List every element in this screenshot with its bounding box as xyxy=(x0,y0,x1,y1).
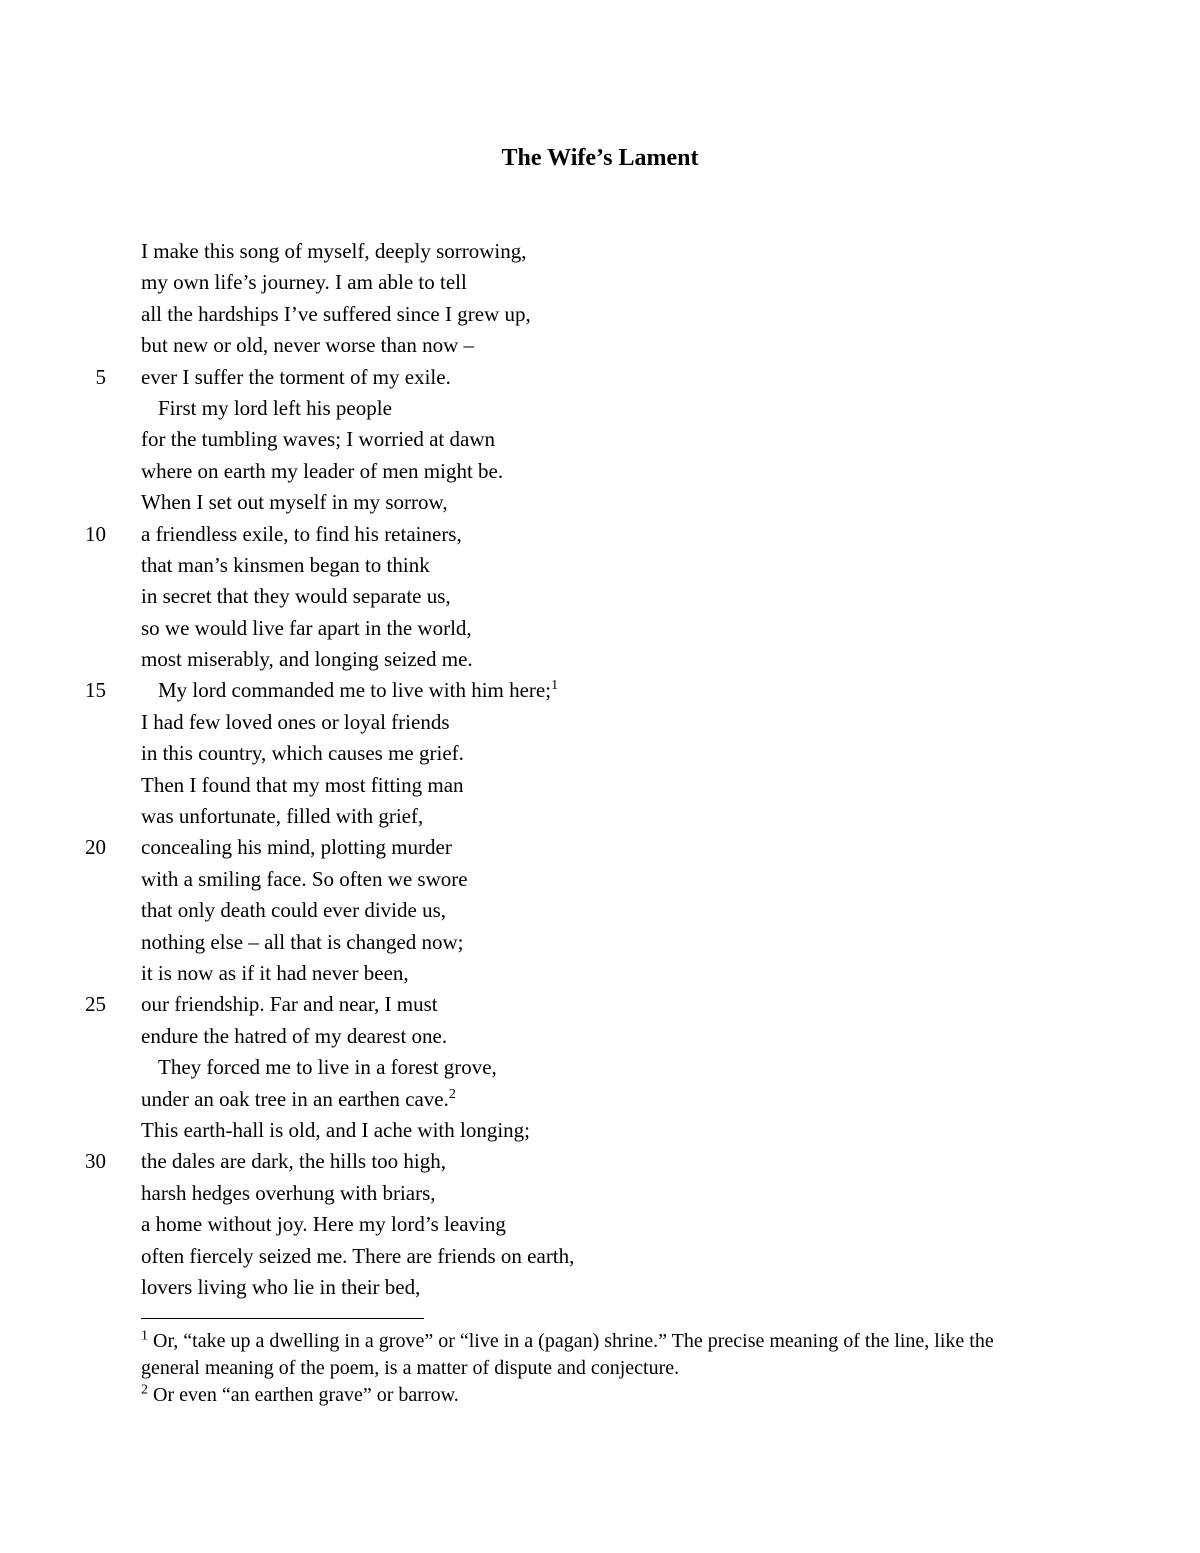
poem-line xyxy=(0,1115,1200,1146)
poem-line xyxy=(0,362,1200,393)
footnote-marker: 2 xyxy=(141,1382,148,1398)
poem-line xyxy=(0,299,1200,330)
line-text-content: Then I found that my most fitting man xyxy=(141,772,464,797)
line-text xyxy=(141,707,450,738)
line-text-content: my own life’s journey. I am able to tell xyxy=(141,270,467,295)
line-text xyxy=(141,267,467,298)
line-text-content: was unfortunate, filled with grief, xyxy=(141,804,424,829)
poem-line xyxy=(0,1272,1200,1303)
footnote xyxy=(141,1328,1041,1382)
line-text-content: the dales are dark, the hills too high, xyxy=(141,1149,447,1174)
line-text-content: most miserably, and longing seized me. xyxy=(141,647,473,672)
poem-line xyxy=(0,832,1200,863)
line-text-content: harsh hedges overhung with briars, xyxy=(141,1180,436,1205)
line-text xyxy=(141,770,464,801)
line-text xyxy=(141,927,464,958)
line-text xyxy=(141,424,495,455)
poem-line xyxy=(0,1178,1200,1209)
footnote-marker: 1 xyxy=(141,1328,148,1344)
line-text-content: our friendship. Far and near, I must xyxy=(141,992,438,1017)
footnote-paragraph xyxy=(141,1328,1041,1382)
poem-line xyxy=(0,958,1200,989)
line-text xyxy=(141,362,451,393)
poem-line xyxy=(0,1021,1200,1052)
line-text xyxy=(141,487,448,518)
poem-line xyxy=(0,1241,1200,1272)
line-text-content: nothing else – all that is changed now; xyxy=(141,929,464,954)
line-text-content: where on earth my leader of men might be. xyxy=(141,458,504,483)
line-number: 30 xyxy=(85,1149,106,1174)
footnote-text: Or, “take up a dwelling in a grove” or “live in a (pagan) shrine.” The precise meaning of the line, like the general meaning of the poem, is a matter of dispute and conjecture. xyxy=(141,1330,994,1379)
line-text-content: lovers living who lie in their bed, xyxy=(141,1274,421,1299)
poem-line xyxy=(0,644,1200,675)
line-text-content: in this country, which causes me grief. xyxy=(141,741,464,766)
line-text xyxy=(141,864,468,895)
line-number: 5 xyxy=(95,364,106,389)
poem-body xyxy=(0,236,1200,1303)
line-text-content: a home without joy. Here my lord’s leaving xyxy=(141,1212,506,1237)
footnote-reference[interactable]: 1 xyxy=(551,678,559,694)
line-text xyxy=(141,958,409,989)
poem-line xyxy=(0,581,1200,612)
line-text-content: ever I suffer the torment of my exile. xyxy=(141,364,451,389)
poem-line xyxy=(0,393,1200,424)
line-text-content: When I set out myself in my sorrow, xyxy=(141,490,448,515)
poem-line xyxy=(0,989,1200,1020)
line-text-content: I make this song of myself, deeply sorrowing, xyxy=(141,239,527,263)
line-text-content: but new or old, never worse than now – xyxy=(141,333,475,358)
poem-line xyxy=(0,738,1200,769)
line-text-content: under an oak tree in an earthen cave. xyxy=(141,1086,449,1111)
poem-title: The Wife’s Lament xyxy=(501,145,699,171)
line-text xyxy=(141,236,527,267)
line-text xyxy=(141,801,423,832)
line-text xyxy=(141,1209,506,1240)
line-text xyxy=(141,644,473,675)
poem-line xyxy=(0,456,1200,487)
line-text-content: all the hardships I’ve suffered since I grew up, xyxy=(141,301,531,326)
line-text xyxy=(141,1146,446,1177)
line-text xyxy=(141,1241,574,1272)
footnote-separator xyxy=(141,1318,424,1319)
line-text-content: often fiercely seized me. There are friends on earth, xyxy=(141,1243,575,1268)
line-text xyxy=(158,393,392,424)
line-text-content: with a smiling face. So often we swore xyxy=(141,866,468,891)
footnote xyxy=(141,1382,1041,1409)
line-text-content: that only death could ever divide us, xyxy=(141,898,447,923)
line-text xyxy=(141,1115,530,1146)
line-text-content: My lord commanded me to live with him here; xyxy=(158,678,552,703)
poem-line xyxy=(0,519,1200,550)
poem-line xyxy=(0,707,1200,738)
line-text-content: endure the hatred of my dearest one. xyxy=(141,1023,448,1048)
poem-line xyxy=(0,267,1200,298)
line-number: 20 xyxy=(85,835,106,860)
line-text-content: so we would live far apart in the world, xyxy=(141,615,472,640)
line-text xyxy=(141,1272,420,1303)
poem-line xyxy=(0,1209,1200,1240)
line-text xyxy=(141,738,464,769)
line-text xyxy=(141,1084,456,1115)
line-text-content: concealing his mind, plotting murder xyxy=(141,835,452,860)
line-text-content: This earth-hall is old, and I ache with longing; xyxy=(141,1117,530,1142)
poem-line xyxy=(0,424,1200,455)
poem-line xyxy=(0,330,1200,361)
line-text xyxy=(141,299,531,330)
poem-line xyxy=(0,675,1200,706)
footnote-paragraph xyxy=(141,1382,1041,1409)
footnotes xyxy=(141,1328,1041,1409)
line-text xyxy=(141,1178,436,1209)
poem-line xyxy=(0,1052,1200,1083)
line-number: 10 xyxy=(85,521,106,546)
line-text xyxy=(158,675,558,706)
line-text-content: a friendless exile, to find his retainers, xyxy=(141,521,462,546)
line-text-content: First my lord left his people xyxy=(158,395,392,420)
line-text xyxy=(141,550,430,581)
line-text xyxy=(141,581,451,612)
line-text xyxy=(141,1021,447,1052)
poem-line xyxy=(0,770,1200,801)
line-text-content: it is now as if it had never been, xyxy=(141,960,409,985)
poem-line xyxy=(0,1084,1200,1115)
poem-line xyxy=(0,895,1200,926)
poem-line xyxy=(0,864,1200,895)
line-number: 25 xyxy=(85,992,106,1017)
poem-line xyxy=(0,613,1200,644)
line-text xyxy=(158,1052,497,1083)
line-text-content: that man’s kinsmen began to think xyxy=(141,552,430,577)
footnote-reference[interactable]: 2 xyxy=(448,1086,456,1102)
poem-line xyxy=(0,550,1200,581)
line-text xyxy=(141,989,438,1020)
line-text xyxy=(141,456,503,487)
line-text xyxy=(141,832,452,863)
poem-line xyxy=(0,1146,1200,1177)
poem-line xyxy=(0,801,1200,832)
line-text xyxy=(141,330,474,361)
line-text-content: in secret that they would separate us, xyxy=(141,584,451,609)
line-text xyxy=(141,519,462,550)
poem-line xyxy=(0,927,1200,958)
poem-line xyxy=(0,487,1200,518)
line-text xyxy=(141,895,446,926)
line-text-content: They forced me to live in a forest grove, xyxy=(158,1055,497,1080)
line-text-content: I had few loved ones or loyal friends xyxy=(141,709,450,734)
poem-line xyxy=(0,236,1200,267)
footnote-text: Or even “an earthen grave” or barrow. xyxy=(153,1384,459,1406)
line-number: 15 xyxy=(85,678,106,703)
line-text xyxy=(141,613,472,644)
line-text-content: for the tumbling waves; I worried at dawn xyxy=(141,427,495,452)
